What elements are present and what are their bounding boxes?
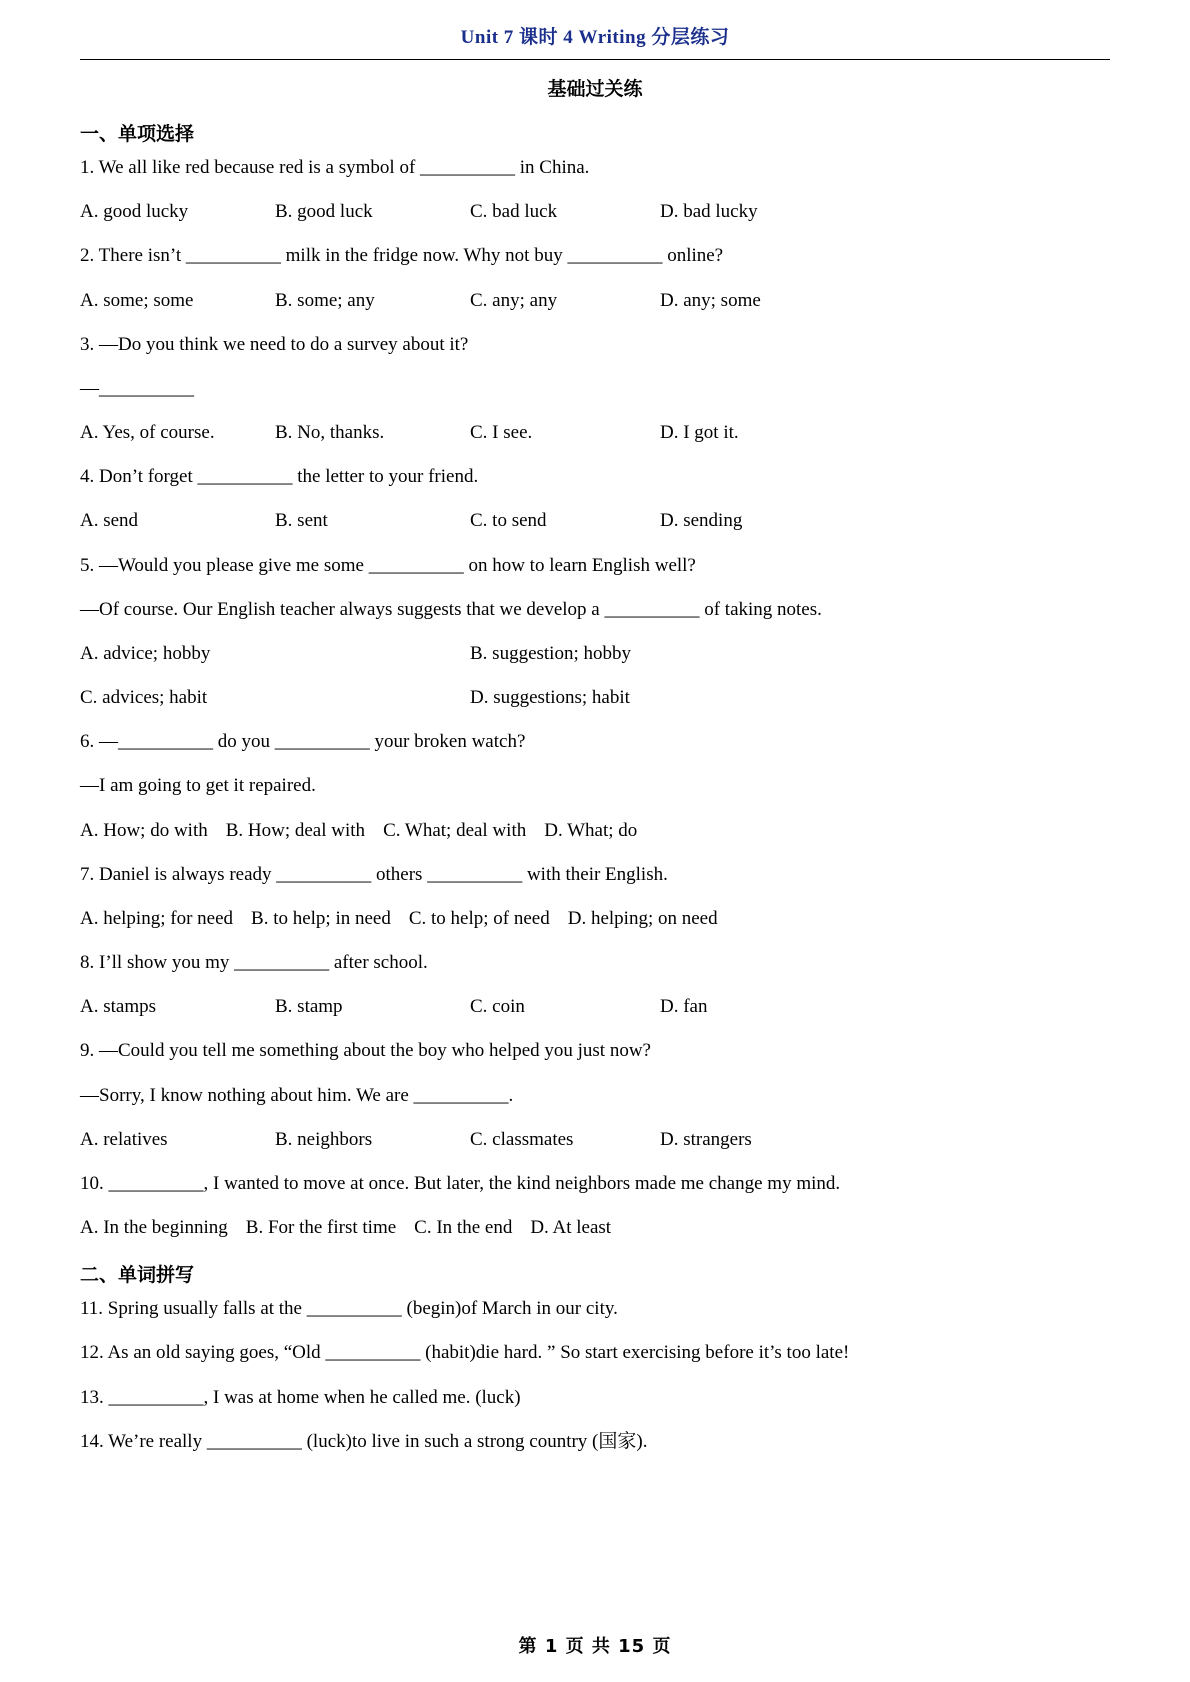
question-stem: 9. —Could you tell me something about the boy who helped you just now? [80, 1040, 651, 1062]
option-b[interactable]: B. How; deal with [225, 819, 366, 841]
option-a[interactable]: A. In the beginning [80, 1217, 228, 1239]
question-stem: 3. —Do you think we need to do a survey about it? [80, 333, 469, 355]
option-row [80, 819, 1110, 842]
option-a[interactable]: A. send [80, 510, 139, 532]
question-stem-reply: —Sorry, I know nothing about him. We are __________. [80, 1084, 514, 1106]
section-heading-multiple-choice: 一、单项选择 [80, 123, 195, 145]
option-c[interactable]: C. to help; of need [408, 907, 550, 929]
option-a[interactable]: A. some; some [80, 289, 194, 311]
option-a[interactable]: A. relatives [80, 1128, 168, 1150]
option-b[interactable]: B. neighbors [275, 1128, 373, 1150]
question-stem: 1. We all like red because red is a symbol of __________ in China. [80, 157, 590, 178]
document-title: Unit 7 课时 4 Writing 分层练习 [460, 27, 730, 48]
exercise-set-title: 基础过关练 [547, 78, 643, 100]
question-stem: 12. As an old saying goes, “Old __________ (habit)die hard. ” So start exercising before it’s too late! [80, 1342, 850, 1364]
option-row [80, 200, 1110, 223]
option-d[interactable]: D. bad lucky [660, 201, 758, 223]
option-row [80, 995, 1110, 1018]
option-c[interactable]: C. any; any [470, 289, 558, 311]
question-stem-reply: —__________ [80, 377, 194, 399]
header-divider [80, 59, 1110, 60]
option-row [80, 1216, 1110, 1239]
option-a[interactable]: A. How; do with [80, 819, 208, 841]
option-c[interactable]: C. to send [470, 510, 547, 532]
option-row [80, 289, 1110, 312]
question-stem: 7. Daniel is always ready __________ others __________ with their English. [80, 863, 668, 885]
option-c[interactable]: C. In the end [414, 1217, 513, 1239]
question-stem: 6. —__________ do you __________ your broken watch? [80, 731, 526, 753]
option-a[interactable]: A. good lucky [80, 201, 189, 223]
option-b[interactable]: B. some; any [275, 289, 375, 311]
option-row [80, 509, 1110, 532]
question-stem: 8. I’ll show you my __________ after school. [80, 952, 428, 974]
option-d[interactable]: D. fan [660, 996, 708, 1018]
option-row [80, 1128, 1110, 1151]
option-b[interactable]: B. suggestion; hobby [470, 642, 631, 664]
option-c[interactable]: C. advices; habit [80, 687, 208, 709]
question-stem-reply: —I am going to get it repaired. [80, 775, 316, 797]
question-stem: 10. __________, I wanted to move at once. But later, the kind neighbors made me change my mind. [80, 1172, 841, 1194]
option-b[interactable]: B. stamp [275, 996, 343, 1018]
option-d[interactable]: D. sending [660, 510, 743, 532]
question-stem: 11. Spring usually falls at the __________ (begin)of March in our city. [80, 1298, 618, 1320]
section-heading-word-spelling: 二、单词拼写 [80, 1264, 195, 1287]
option-d[interactable]: D. helping; on need [567, 907, 718, 929]
option-a[interactable]: A. stamps [80, 996, 156, 1018]
option-d[interactable]: D. At least [530, 1217, 612, 1239]
option-b[interactable]: B. sent [275, 510, 328, 532]
option-d[interactable]: D. What; do [544, 819, 638, 841]
page-footer: 第 1 页 共 15 页 [518, 1636, 672, 1657]
option-d[interactable]: D. suggestions; habit [470, 687, 630, 709]
option-d[interactable]: D. I got it. [660, 422, 739, 444]
option-d[interactable]: D. strangers [660, 1128, 752, 1150]
option-c[interactable]: C. coin [470, 996, 525, 1018]
option-row [80, 907, 1110, 930]
option-b[interactable]: B. to help; in need [251, 907, 391, 929]
option-b[interactable]: B. good luck [275, 201, 373, 223]
question-stem: 14. We’re really __________ (luck)to live in such a strong country (国家). [80, 1430, 648, 1452]
option-c[interactable]: C. I see. [470, 422, 533, 444]
question-stem: 4. Don’t forget __________ the letter to your friend. [80, 466, 479, 488]
option-c[interactable]: C. bad luck [470, 201, 558, 223]
option-row [80, 642, 1110, 665]
option-a[interactable]: A. Yes, of course. [80, 422, 215, 444]
question-stem-reply: —Of course. Our English teacher always suggests that we develop a __________ of taking notes. [80, 598, 822, 620]
option-c[interactable]: C. classmates [470, 1128, 574, 1150]
option-b[interactable]: B. For the first time [245, 1217, 397, 1239]
question-stem: 5. —Would you please give me some __________ on how to learn English well? [80, 554, 696, 576]
option-a[interactable]: A. advice; hobby [80, 642, 211, 664]
option-d[interactable]: D. any; some [660, 289, 761, 311]
option-a[interactable]: A. helping; for need [80, 907, 234, 929]
option-c[interactable]: C. What; deal with [383, 819, 527, 841]
option-row [80, 421, 1110, 444]
question-stem: 2. There isn’t __________ milk in the fridge now. Why not buy __________ online? [80, 245, 724, 267]
option-row [80, 686, 1110, 709]
option-b[interactable]: B. No, thanks. [275, 422, 385, 444]
question-stem: 13. __________, I was at home when he called me. (luck) [80, 1386, 521, 1408]
